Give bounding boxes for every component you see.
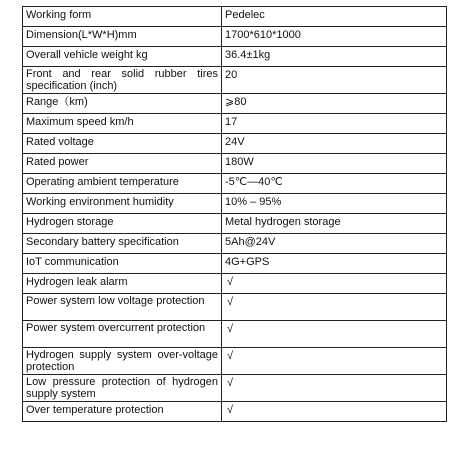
table-row xyxy=(23,321,447,348)
table-row xyxy=(23,7,447,27)
spec-label: Working form xyxy=(23,7,222,27)
check-mark-icon: √ xyxy=(227,404,234,416)
table-row xyxy=(23,94,447,114)
spec-value xyxy=(222,402,447,422)
check-mark-icon: √ xyxy=(227,276,234,288)
spec-value: 10% – 95% xyxy=(222,194,447,214)
spec-value: -5℃—40℃ xyxy=(222,174,447,194)
spec-value xyxy=(222,348,447,375)
spec-value: 1700*610*1000 xyxy=(222,27,447,47)
spec-value xyxy=(222,294,447,321)
spec-value: 180W xyxy=(222,154,447,174)
table-row xyxy=(23,154,447,174)
table-row xyxy=(23,214,447,234)
table-row xyxy=(23,27,447,47)
table-row xyxy=(23,134,447,154)
table-row xyxy=(23,254,447,274)
spec-label: Power system low voltage protection xyxy=(23,294,222,321)
spec-label: Operating ambient temperature xyxy=(23,174,222,194)
table-row xyxy=(23,294,447,321)
spec-label: Secondary battery specification xyxy=(23,234,222,254)
spec-label: Overall vehicle weight kg xyxy=(23,47,222,67)
spec-value: Metal hydrogen storage xyxy=(222,214,447,234)
table-row xyxy=(23,375,447,402)
spec-value: 17 xyxy=(222,114,447,134)
spec-value xyxy=(222,321,447,348)
table-row xyxy=(23,274,447,294)
table-row xyxy=(23,67,447,94)
spec-label: Over temperature protection xyxy=(23,402,222,422)
spec-value: 20 xyxy=(222,67,447,94)
check-mark-icon: √ xyxy=(227,350,234,362)
spec-value: 5Ah@24V xyxy=(222,234,447,254)
spec-label: Hydrogen storage xyxy=(23,214,222,234)
table-row xyxy=(23,114,447,134)
spec-label: IoT communication xyxy=(23,254,222,274)
spec-label: Hydrogen supply system over-voltage protection xyxy=(23,348,222,375)
check-mark-icon: √ xyxy=(227,377,234,389)
spec-label: Low pressure protection of hydrogen supply system xyxy=(23,375,222,402)
spec-value: 4G+GPS xyxy=(222,254,447,274)
spec-value: 36.4±1kg xyxy=(222,47,447,67)
check-mark-icon: √ xyxy=(227,296,234,308)
specification-table xyxy=(22,6,447,422)
spec-label: Front and rear solid rubber tires specification (inch) xyxy=(23,67,222,94)
table-row xyxy=(23,47,447,67)
spec-label: Power system overcurrent protection xyxy=(23,321,222,348)
spec-label: Working environment humidity xyxy=(23,194,222,214)
check-mark-icon: √ xyxy=(227,323,234,335)
table-row xyxy=(23,174,447,194)
table-row xyxy=(23,348,447,375)
spec-label: Maximum speed km/h xyxy=(23,114,222,134)
spec-value: ⩾80 xyxy=(222,94,447,114)
table-row xyxy=(23,194,447,214)
table-row xyxy=(23,402,447,422)
spec-value: Pedelec xyxy=(222,7,447,27)
spec-value xyxy=(222,274,447,294)
spec-label: Rated power xyxy=(23,154,222,174)
spec-label: Rated voltage xyxy=(23,134,222,154)
spec-value xyxy=(222,375,447,402)
spec-value: 24V xyxy=(222,134,447,154)
spec-label: Range（km) xyxy=(23,94,222,114)
spec-label: Hydrogen leak alarm xyxy=(23,274,222,294)
spec-label: Dimension(L*W*H)mm xyxy=(23,27,222,47)
table-row xyxy=(23,234,447,254)
